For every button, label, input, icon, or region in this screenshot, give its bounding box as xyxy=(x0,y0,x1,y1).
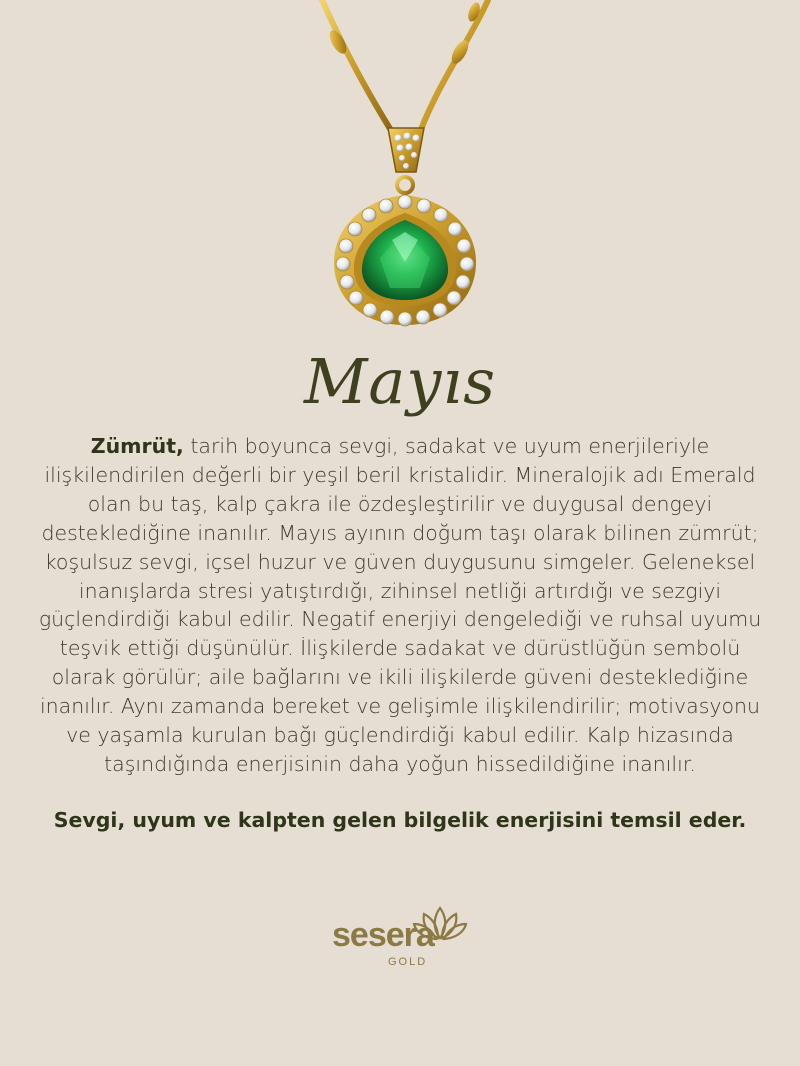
description-paragraph xyxy=(36,432,764,779)
brand-subtitle: GOLD xyxy=(388,956,428,968)
description-lead: Zümrüt, xyxy=(90,434,184,458)
brand-logo xyxy=(330,904,475,976)
emerald-pendant-image xyxy=(0,0,800,340)
page-title: Mayıs xyxy=(303,345,497,418)
brand-name: sesera xyxy=(332,916,434,954)
description-body: tarih boyunca sevgi, sadakat ve uyum enerjileriyle ilişkilendirilen değerli bir yeşil beril kristalidir. Mineralojik adı Emerald olan bu taş, kalp çakra ile özdeşleştirilir ve duygusal dengeyi desteklediğine inanılır. Mayıs ayının doğum taşı olarak bilinen zümrüt; koşulsuz sevgi, içsel huzur ve güven duygusunu simgeler. Geleneksel inanışlarda stresi yatıştırdığı, zihinsel netliği artırdığı ve sezgiyi güçlendirdiği kabul edilir. Negatif enerjiyi dengelediği ve ruhsal uyumu teşvik ettiği düşünülür. İlişkilerde sadakat ve dürüstlüğün sembolü olarak görülür; aile bağlarını ve ikili ilişkilerde güveni desteklediğine inanılır. Aynı zamanda bereket ve gelişimle ilişkilendirilir; motivasyonu ve yaşamla kurulan bağı güçlendirdiği kabul edilir. Kalp hizasında taşındığında enerjisinin daha yoğun hissedildiğine inanılır. xyxy=(38,434,762,776)
closing-statement: Sevgi, uyum ve kalpten gelen bilgelik enerjisini temsil eder. xyxy=(53,808,747,832)
